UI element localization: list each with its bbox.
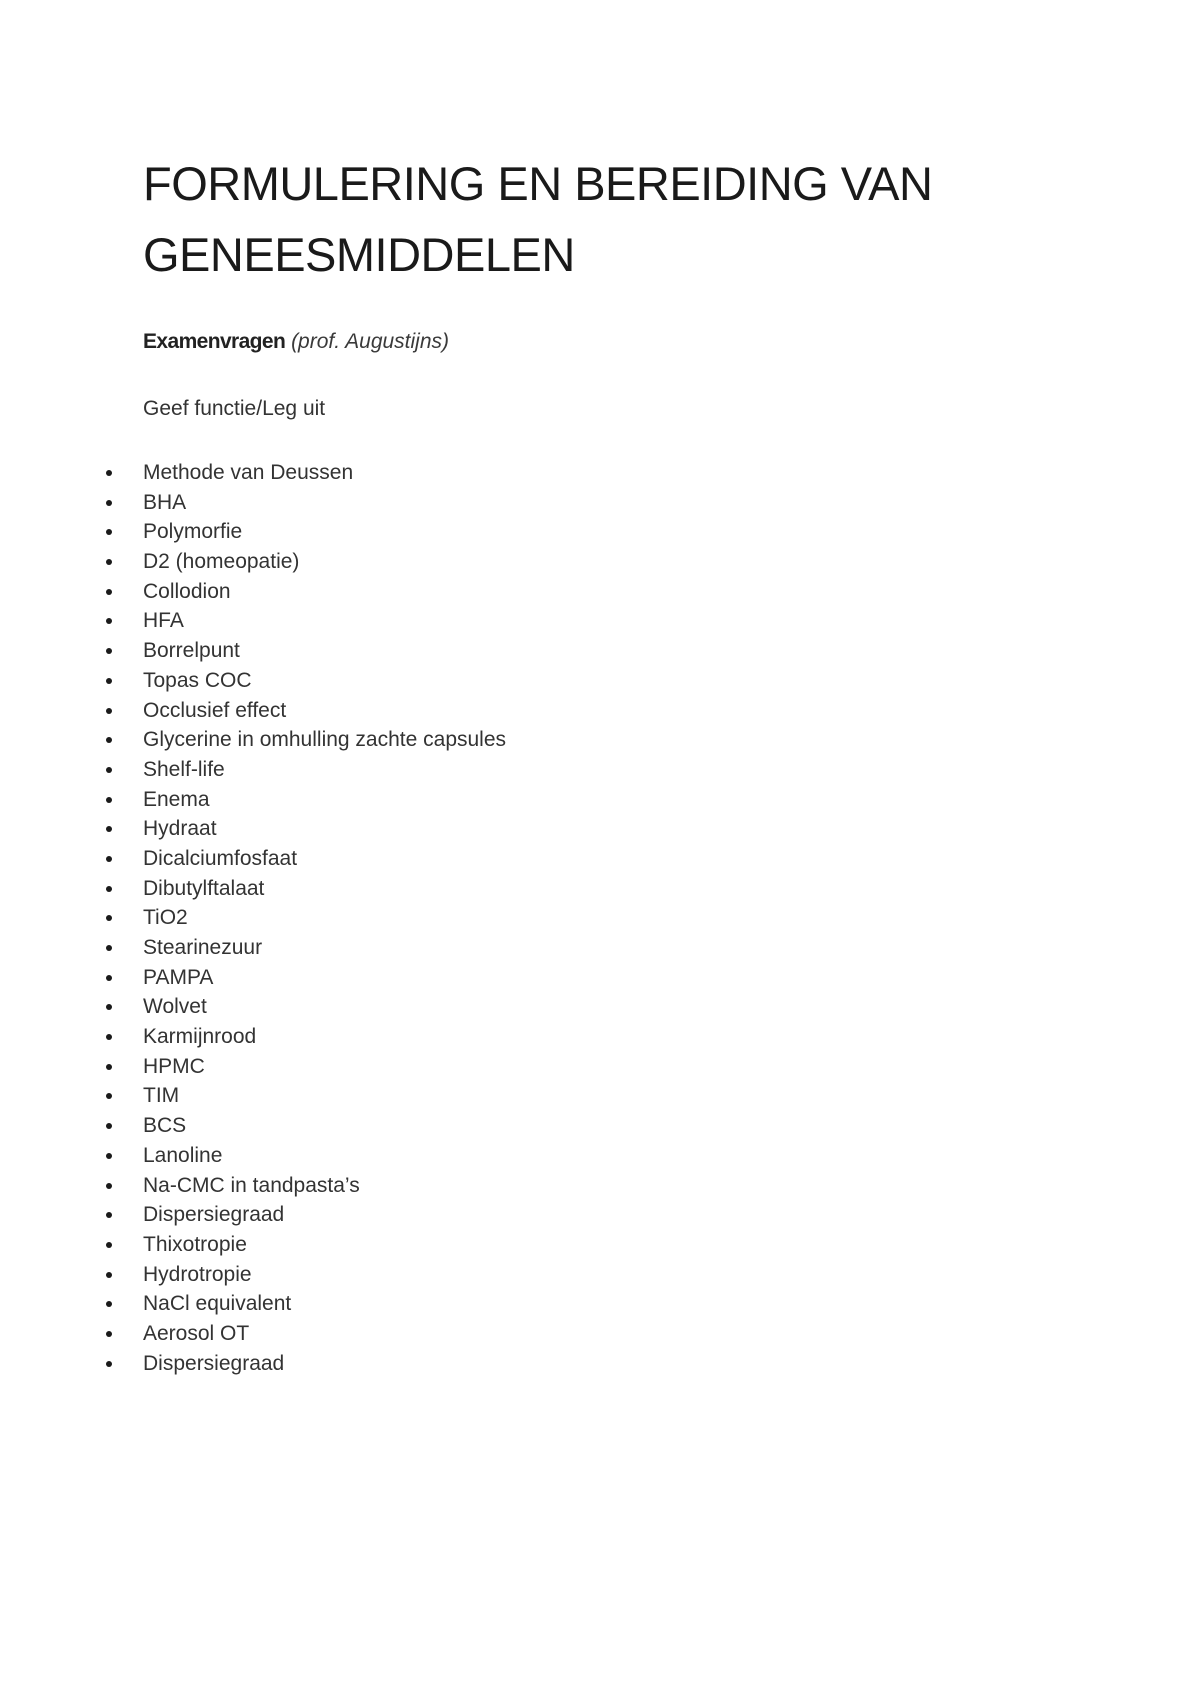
list-item-label: D2 (homeopatie) [143, 550, 300, 574]
list-item-label: Hydrotropie [143, 1262, 252, 1286]
bullet-icon [106, 1212, 112, 1218]
list-item-label: NaCl equivalent [143, 1292, 292, 1316]
list-item-label: Methode van Deussen [143, 461, 354, 484]
intro-text: Geef functie/Leg uit [143, 397, 326, 420]
list-item-label: Polymorfie [143, 520, 243, 544]
bullet-icon [106, 767, 112, 773]
list-item-label: Dibutylftalaat [143, 876, 265, 900]
bullet-icon [106, 915, 112, 921]
bullet-icon [106, 1123, 112, 1129]
subtitle-italic: (prof. Augustijns) [291, 330, 450, 353]
bullet-icon [106, 826, 112, 832]
subtitle-bold: Examenvragen [143, 330, 286, 353]
list-item-label: BHA [143, 490, 187, 514]
list-item-label: Shelf-life [143, 757, 225, 781]
bullet-icon [106, 945, 112, 951]
bullet-icon [106, 648, 112, 654]
bullet-icon [106, 1331, 112, 1337]
bullet-icon [106, 678, 112, 684]
list-item-label: Thixotropie [143, 1232, 247, 1256]
list-item-label: Aerosol OT [143, 1321, 250, 1345]
bullet-icon [106, 589, 112, 595]
list-item-label: Dicalciumfosfaat [143, 846, 298, 870]
bullet-icon [106, 1242, 112, 1248]
bullet-icon [106, 529, 112, 535]
bullet-icon [106, 1034, 112, 1040]
list-item-label: Enema [143, 787, 210, 811]
bullet-icon [106, 470, 112, 476]
title-line-1: FORMULERING EN BEREIDING VAN [143, 157, 933, 210]
bullet-icon [106, 975, 112, 981]
bullet-icon [106, 886, 112, 892]
subtitle [143, 328, 449, 356]
bullet-icon [106, 1361, 112, 1367]
list-item-label: Dispersiegraad [143, 1351, 285, 1375]
list-item-label: Collodion [143, 579, 231, 603]
bullet-icon [106, 1301, 112, 1307]
bullet-icon [106, 1153, 112, 1159]
bullet-icon [106, 1093, 112, 1099]
list-item-label: TIM [143, 1084, 180, 1108]
list-item-label: HPMC [143, 1054, 205, 1078]
bullet-icon [106, 559, 112, 565]
list-item-label: Wolvet [143, 995, 207, 1019]
list-item-label: Karmijnrood [143, 1025, 257, 1049]
bullet-icon [106, 737, 112, 743]
list-item-label: Na-CMC in tandpasta’s [143, 1173, 360, 1197]
list-item-label: Lanoline [143, 1143, 223, 1167]
list-item-label: Glycerine in omhulling zachte capsules [143, 728, 507, 752]
document-title [143, 148, 1043, 290]
list-item-label: Dispersiegraad [143, 1203, 285, 1227]
list-item-label: Hydraat [143, 817, 217, 841]
title-line-2: GENEESMIDDELEN [143, 228, 575, 281]
bullet-icon [106, 1183, 112, 1189]
list-item-label: Topas COC [143, 668, 252, 692]
list-item-label: BCS [143, 1114, 187, 1138]
list-item-label: HFA [143, 609, 184, 633]
bullet-icon [106, 708, 112, 714]
bullet-icon [106, 856, 112, 862]
bullet-icon [106, 1004, 112, 1010]
list-item-label: Stearinezuur [143, 936, 263, 959]
bullet-icon [106, 1272, 112, 1278]
bullet-icon [106, 1064, 112, 1070]
list-item-label: Borrelpunt [143, 639, 240, 663]
list-item-label: PAMPA [143, 965, 214, 989]
bullet-icon [106, 500, 112, 506]
list-item-label: TiO2 [143, 906, 188, 930]
list-item-label: Occlusief effect [143, 698, 287, 722]
bullet-icon [106, 797, 112, 803]
bullet-icon [106, 618, 112, 624]
